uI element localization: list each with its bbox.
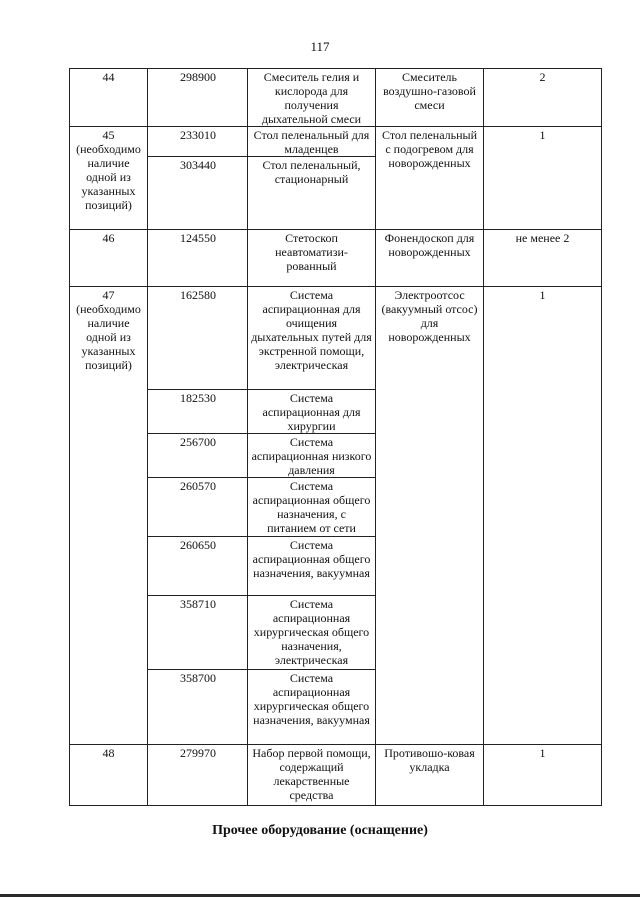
item-code: 298900 [148,69,248,127]
page-number: 117 [310,39,330,54]
quantity: 1 [484,287,602,745]
equipment-table [69,68,602,806]
item-name: Система аспирационная хирургическая общего назначения, электрическая [248,596,376,670]
item-name: Система аспирационная хирургическая общего назначения, вакуумная [248,670,376,745]
item-name: Стетоскоп неавтоматизи-рованный [248,230,376,287]
item-code: 260650 [148,537,248,596]
quantity: не менее 2 [484,230,602,287]
row-number: 46 [70,230,148,287]
item-name: Система аспирационная для очищения дыхательных путей для экстренной помощи, электрическая [248,287,376,390]
item-code: 256700 [148,434,248,478]
item-code: 358700 [148,670,248,745]
item-name: Набор первой помощи, содержащий лекарственные средства [248,745,376,806]
item-name: Система аспирационная низкого давления [248,434,376,478]
row-number: 45 (необходимо наличие одной из указанных позиций) [70,127,148,230]
equipment-type: Стол пеленальный с подогревом для новорожденных [376,127,484,230]
table-row [70,127,602,157]
row-number: 44 [70,69,148,127]
table-row [70,745,602,806]
table-row [70,230,602,287]
quantity: 1 [484,745,602,806]
item-code: 260570 [148,478,248,537]
item-code: 279970 [148,745,248,806]
equipment-type: Смеситель воздушно-газовой смеси [376,69,484,127]
item-name: Смеситель гелия и кислорода для получения дыхательной смеси [248,69,376,127]
equipment-type: Электроотсос (вакуумный отсос) для новорожденных [376,287,484,745]
item-name: Стол пеленальный для младенцев [248,127,376,157]
row-number: 48 [70,745,148,806]
equipment-type: Фонендоскоп для новорожденных [376,230,484,287]
item-name: Система аспирационная общего назначения, с питанием от сети [248,478,376,537]
item-name: Система аспирационная общего назначения, вакуумная [248,537,376,596]
quantity: 1 [484,127,602,230]
table-row [70,69,602,127]
item-code: 182530 [148,390,248,434]
item-name: Стол пеленальный, стационарный [248,157,376,230]
item-code: 233010 [148,127,248,157]
item-code: 124550 [148,230,248,287]
item-code: 358710 [148,596,248,670]
item-code: 162580 [148,287,248,390]
item-code: 303440 [148,157,248,230]
section-title: Прочее оборудование (оснащение) [212,823,428,838]
row-number: 47 (необходимо наличие одной из указанных позиций) [70,287,148,745]
equipment-type: Противошо-ковая укладка [376,745,484,806]
table-row [70,287,602,390]
item-name: Система аспирационная для хирургии [248,390,376,434]
quantity: 2 [484,69,602,127]
